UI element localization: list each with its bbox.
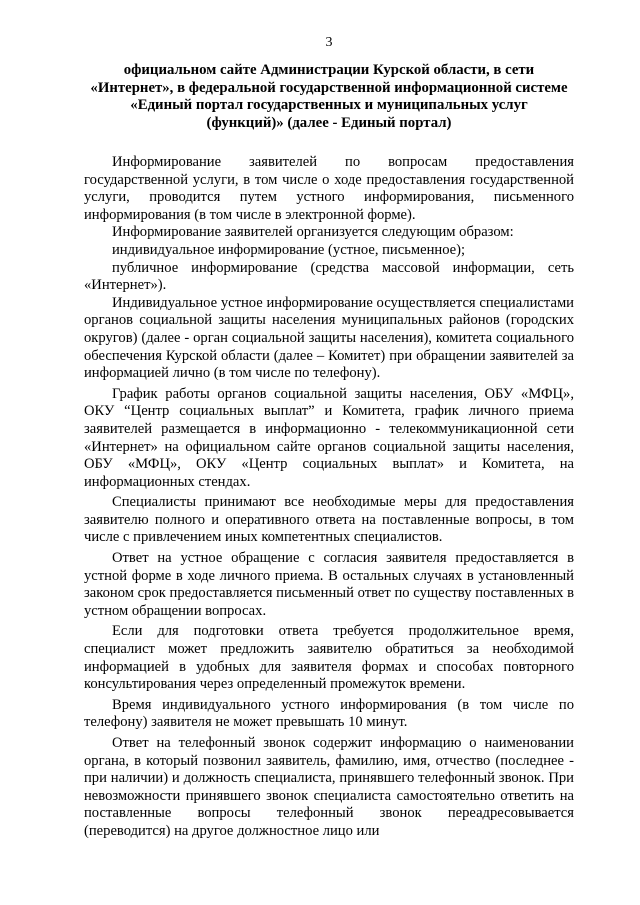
page-number: 3	[325, 35, 333, 50]
paragraph-10: Время индивидуального устного информирования (в том числе по телефону) заявителя не может превышать 10 минут.	[84, 696, 574, 731]
document-page	[84, 34, 574, 841]
paragraph-6: График работы органов социальной защиты населения, ОБУ «МФЦ», ОКУ “Центр социальных выплат” и Комитета, график личного приема заявителей размещается в информационно - телекоммуникационной сети «Интернет» на официальном сайте органов социальной защиты населения, ОБУ «МФЦ», ОКУ «Центр социальных выплат» и Комитета, на информационных стендах.	[84, 385, 574, 490]
heading-line-4: (функций)» (далее - Единый портал)	[206, 114, 452, 131]
paragraph-2: Информирование заявителей организуется следующим образом:	[112, 224, 514, 241]
paragraph-1: Информирование заявителей по вопросам предоставления государственной услуги, в том числе о ходе предоставления государственной услуги, проводится путем устного информирования, письменного информирования (в том числе в электронной форме).	[84, 154, 574, 223]
paragraph-5: Индивидуальное устное информирование осуществляется специалистами органов социальной защиты населения муниципальных районов (городских округов) (далее - орган социальной защиты населения), комитета социального обеспечения Курской области (далее – Комитет) при обращении заявителей за информацией лично (в том числе по телефону).	[84, 294, 574, 382]
paragraph-4: публичное информирование (средства массовой информации, сеть «Интернет»).	[84, 259, 574, 294]
paragraph-8: Ответ на устное обращение с согласия заявителя предоставляется в устной форме в ходе личного приема. В остальных случаях в установленный законом срок предоставляется письменный ответ по существу поставленных в устном обращении вопросах.	[84, 550, 574, 619]
heading-line-1: официальном сайте Администрации Курской области, в сети	[123, 62, 535, 78]
paragraph-11: Ответ на телефонный звонок содержит информацию о наименовании органа, в который позвонил заявитель, фамилию, имя, отчество (последнее - при наличии) и должность специалиста, принявшего телефонный звонок. При невозможности принявшего звонок специалиста самостоятельно ответить на поставленные вопросы телефонный звонок переадресовывается (переводится) на другое должностное лицо или	[84, 735, 574, 839]
paragraph-7: Специалисты принимают все необходимые меры для предоставления заявителю полного и оперативного ответа на поставленные вопросы, в том числе с привлечением иных компетентных специалистов.	[84, 494, 574, 546]
heading-line-2: «Интернет», в федеральной государственной информационной системе	[90, 79, 568, 96]
paragraph-9: Если для подготовки ответа требуется продолжительное время, специалист может предложить заявителю обратиться за необходимой информацией в удобных для заявителя формах и способах повторного консультирования через определенный промежуток времени.	[84, 623, 574, 693]
section-heading	[84, 62, 574, 132]
heading-line-3: «Единый портал государственных и муниципальных услуг	[130, 97, 528, 113]
paragraph-3: индивидуальное информирование (устное, письменное);	[112, 241, 466, 258]
